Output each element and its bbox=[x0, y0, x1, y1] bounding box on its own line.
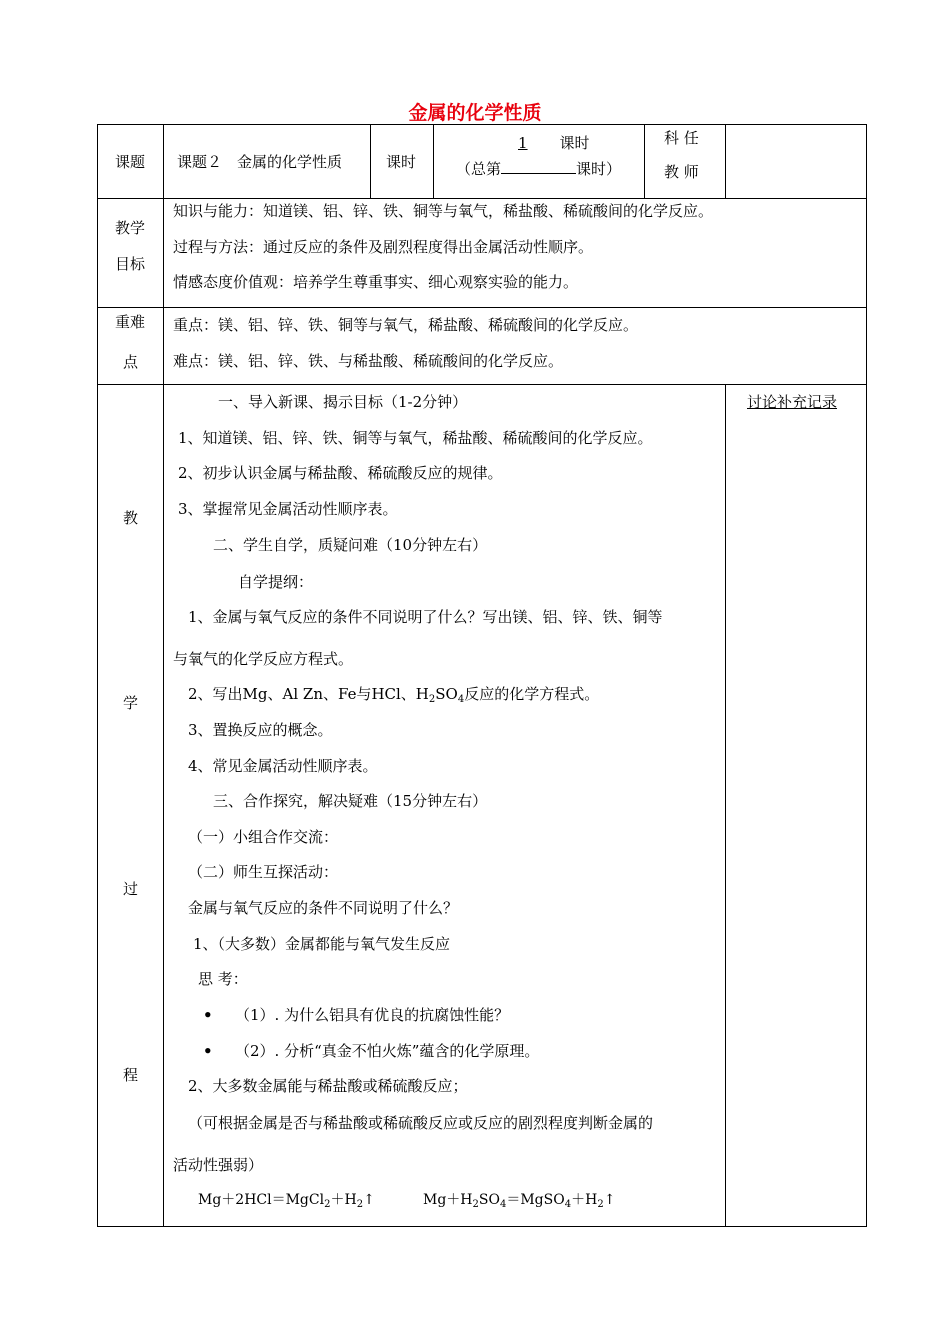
keypoints-label-2: 点 bbox=[123, 353, 139, 371]
process-line: （可根据金属是否与稀盐酸或稀硫酸反应或反应的剧烈程度判断金属的 bbox=[188, 1114, 654, 1132]
total-suffix: 课时） bbox=[576, 160, 622, 178]
eq-part: Mg＋2HCl＝MgCl bbox=[198, 1192, 325, 1208]
process-label: 程 bbox=[123, 1066, 139, 1084]
total-prefix: （总第 bbox=[456, 160, 502, 178]
table-col-divider bbox=[725, 124, 726, 199]
eq-part: Mg＋H bbox=[423, 1192, 473, 1208]
process-line: 一、导入新课、揭示目标（1-2分钟） bbox=[218, 393, 468, 411]
table-col-divider bbox=[725, 384, 726, 1227]
total-periods bbox=[456, 157, 621, 179]
keypoint-line: 重点：镁、铝、锌、铁、铜等与氧气，稀盐酸、稀硫酸间的化学反应。 bbox=[173, 316, 639, 334]
topic-label: 课题 bbox=[115, 153, 146, 171]
period-unit: 课时 bbox=[559, 134, 590, 152]
eq-sub: 4 bbox=[499, 1199, 507, 1210]
keypoints-label-1: 重难 bbox=[115, 313, 146, 331]
eq-sub: 2 bbox=[356, 1199, 364, 1210]
eq-sub: 2 bbox=[597, 1199, 604, 1210]
line2-prefix: 2、写出Mg、Al Zn、Fe与HCl、H bbox=[188, 685, 429, 703]
objective-line: 情感态度价值观：培养学生尊重事实、细心观察实验的能力。 bbox=[173, 273, 579, 291]
teacher-label-2: 教 师 bbox=[664, 163, 699, 181]
table-col-divider bbox=[370, 124, 371, 199]
process-line: （1）. 为什么铝具有优良的抗腐蚀性能？ bbox=[235, 1006, 510, 1024]
process-line: 与氧气的化学反应方程式。 bbox=[173, 650, 354, 668]
total-blank bbox=[501, 157, 576, 174]
process-line: 金属与氧气反应的条件不同说明了什么？ bbox=[188, 899, 459, 917]
process-line: 二、学生自学，质疑问难（10分钟左右） bbox=[213, 536, 488, 554]
process-line: 1、知道镁、铝、锌、铁、铜等与氧气，稀盐酸、稀硫酸间的化学反应。 bbox=[178, 429, 653, 447]
objectives-label-2: 目标 bbox=[115, 255, 146, 273]
table-border-right bbox=[866, 124, 867, 1227]
table-col-divider bbox=[163, 124, 164, 1227]
table-col-divider bbox=[433, 124, 434, 199]
discussion-notes-header: 讨论补充记录 bbox=[747, 393, 838, 411]
process-line: 4、常见金属活动性顺序表。 bbox=[188, 757, 378, 775]
process-line bbox=[188, 684, 599, 710]
line2-sub: 4 bbox=[457, 694, 465, 705]
objective-line: 过程与方法：通过反应的条件及剧烈程度得出金属活动性顺序。 bbox=[173, 238, 594, 256]
process-line: 2、初步认识金属与稀盐酸、稀硫酸反应的规律。 bbox=[178, 464, 503, 482]
bullet-icon: • bbox=[203, 1042, 213, 1060]
process-line: （二）师生互探活动： bbox=[188, 863, 339, 881]
eq-part: ＋H bbox=[330, 1192, 357, 1208]
eq-part: ＝MgSO bbox=[506, 1192, 565, 1208]
process-line: 2、大多数金属能与稀盐酸或稀硫酸反应； bbox=[188, 1077, 468, 1095]
objective-line: 知识与能力：知道镁、铝、锌、铁、铜等与氧气，稀盐酸、稀硫酸间的化学反应。 bbox=[173, 202, 714, 220]
table-border-bottom bbox=[97, 1226, 867, 1227]
keypoint-line: 难点：镁、铝、锌、铁、与稀盐酸、稀硫酸间的化学反应。 bbox=[173, 352, 564, 370]
line2-sub: 2 bbox=[428, 694, 436, 705]
process-line: （一）小组合作交流： bbox=[188, 828, 339, 846]
process-line: 三、合作探究，解决疑难（15分钟左右） bbox=[213, 792, 488, 810]
table-row-divider bbox=[97, 307, 867, 308]
process-line: 活动性强弱） bbox=[173, 1156, 264, 1174]
process-line: 1、金属与氧气反应的条件不同说明了什么？写出镁、铝、锌、铁、铜等 bbox=[188, 608, 663, 626]
teacher-label-1: 科 任 bbox=[664, 129, 699, 147]
eq-sub: 4 bbox=[564, 1199, 572, 1210]
objectives-label-1: 教学 bbox=[115, 219, 146, 237]
process-line: 3、置换反应的概念。 bbox=[188, 721, 333, 739]
table-col-divider bbox=[644, 124, 645, 199]
page-title: 金属的化学性质 bbox=[408, 102, 542, 124]
eq-part: ↑ bbox=[363, 1192, 375, 1208]
table-border-left bbox=[97, 124, 98, 1227]
equation bbox=[423, 1190, 615, 1215]
process-line: 思 考： bbox=[198, 970, 248, 988]
line2-mid: SO bbox=[435, 685, 458, 703]
line2-suffix: 反应的化学方程式。 bbox=[464, 685, 600, 703]
eq-part: SO bbox=[478, 1192, 500, 1208]
table-row-divider bbox=[97, 384, 867, 385]
eq-part: ＋H bbox=[571, 1192, 598, 1208]
process-line: 3、掌握常见金属活动性顺序表。 bbox=[178, 500, 398, 518]
table-row-divider bbox=[97, 198, 867, 199]
process-label: 教 bbox=[123, 509, 139, 527]
process-line: 1、（大多数）金属都能与氧气发生反应 bbox=[193, 935, 451, 953]
period-number: 1 bbox=[518, 134, 528, 152]
process-label: 学 bbox=[123, 694, 139, 712]
table-border-top bbox=[97, 124, 867, 125]
eq-sub: 2 bbox=[324, 1199, 331, 1210]
period-count bbox=[476, 133, 590, 153]
eq-sub: 2 bbox=[472, 1199, 479, 1210]
process-line: （2）. 分析“真金不怕火炼”蕴含的化学原理。 bbox=[235, 1042, 540, 1060]
eq-part: ↑ bbox=[603, 1192, 616, 1208]
process-label: 过 bbox=[123, 880, 139, 898]
equation bbox=[198, 1190, 375, 1215]
topic-value: 课题２ 金属的化学性质 bbox=[177, 153, 343, 171]
period-label: 课时 bbox=[386, 153, 417, 171]
bullet-icon: • bbox=[203, 1006, 213, 1024]
process-line: 自学提纲： bbox=[238, 573, 314, 591]
